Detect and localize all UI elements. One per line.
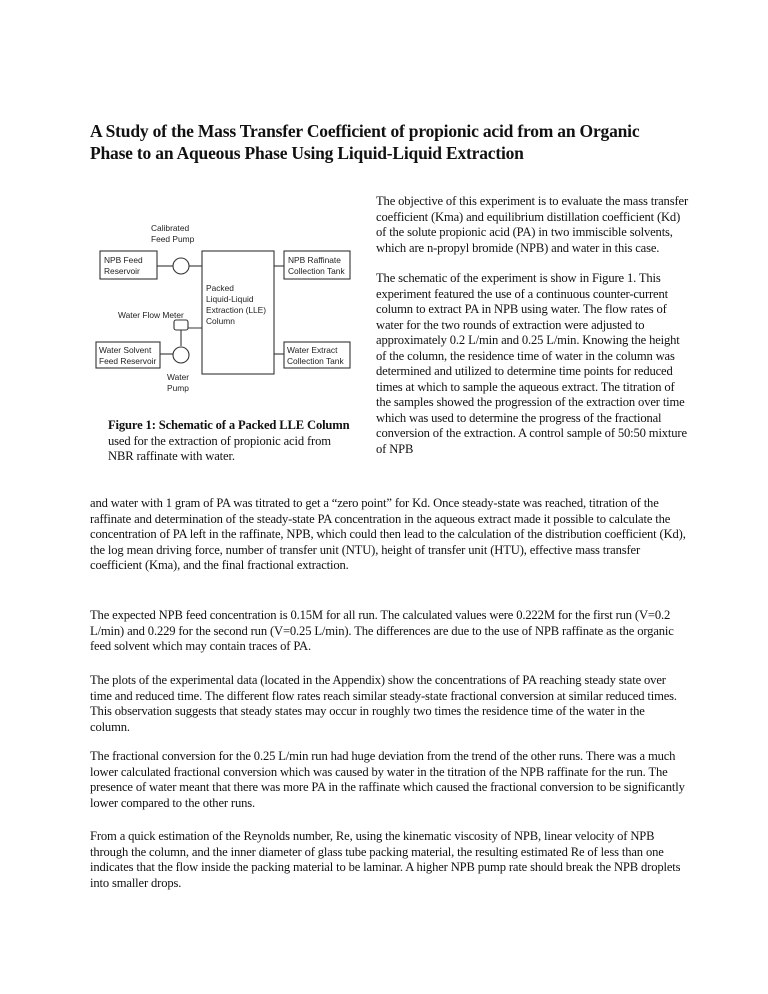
packed-column-label-2: Liquid-Liquid bbox=[206, 294, 254, 304]
calibrated-pump-label-2: Feed Pump bbox=[151, 234, 195, 244]
figure-caption-text: used for the extraction of propionic acid from NBR raffinate with water. bbox=[108, 433, 331, 463]
calibrated-pump-label-1: Calibrated bbox=[151, 223, 190, 233]
feed-concentration-paragraph: The expected NPB feed concentration is 0.15M for all run. The calculated values were 0.222M for the first run (V=0.2 L/min) and 0.229 for the second run (V=0.25 L/min). The differences are due to the use of NPB raffinate as the organic feed solvent which may contain traces of PA. bbox=[90, 608, 674, 653]
water-pump-icon bbox=[173, 347, 189, 363]
figure-caption-title: Figure 1: Schematic of a Packed LLE Column bbox=[108, 418, 350, 432]
plots-paragraph: The plots of the experimental data (located in the Appendix) show the concentrations of PA reaching steady state over time and reduced time. The different flow rates reach similar steady-state fractional conversion at similar reduced times. This observation suggests that steady states may occur in roughly two times the residence time of the water in the column. bbox=[90, 673, 677, 734]
schematic-paragraph: The schematic of the experiment is show in Figure 1. This experiment featured the use of a continuous counter-current column to extract PA in NPB using water. The flow rates of water for the two rounds of extraction were adjusted to approximately 0.2 L/min and 0.25 L/min. Knowing the height of the column, the residence time of water in the column was determined and utilized to determine time points for reduced times at which to sample the aqueous extract. The titration of the samples showed the progression of the extraction over time which was used to determine the progress of the fractional conversion of the extraction. A control sample of 50:50 mixture of NPB bbox=[376, 271, 687, 456]
npb-feed-label-1: NPB Feed bbox=[104, 255, 143, 265]
title-line-2: Phase to an Aqueous Phase Using Liquid-Liquid Extraction bbox=[90, 143, 524, 163]
reynolds-paragraph: From a quick estimation of the Reynolds number, Re, using the kinematic viscosity of NPB, linear velocity of NPB through the column, and the inner diameter of glass tube packing material, the resulting estimated Re of less than one indicates that the flow inside the packing material to be laminar. A higher NPB pump rate should break the NPB droplets into smaller drops. bbox=[90, 829, 681, 890]
water-flow-meter-icon bbox=[174, 320, 188, 330]
npb-feed-label-2: Reservoir bbox=[104, 266, 140, 276]
title-line-1: A Study of the Mass Transfer Coefficient of propionic acid from an Organic bbox=[90, 121, 640, 141]
figure-caption bbox=[108, 418, 358, 465]
packed-column-label-3: Extraction (LLE) bbox=[206, 305, 267, 315]
water-extract-label-1: Water Extract bbox=[287, 345, 338, 355]
water-solvent-label-2: Feed Reservoir bbox=[99, 356, 157, 366]
paper-title bbox=[90, 120, 690, 164]
schematic-diagram bbox=[94, 218, 356, 400]
npb-raffinate-label-2: Collection Tank bbox=[288, 266, 345, 276]
calibrated-feed-pump-icon bbox=[173, 258, 189, 274]
water-flow-meter-label: Water Flow Meter bbox=[118, 310, 184, 320]
objective-paragraph: The objective of this experiment is to evaluate the mass transfer coefficient (Kma) and equilibrium distillation coefficient (Kd) of the solute propionic acid (PA) in two immiscible solvents, which are n-propyl bromide (NPB) and water in this case. bbox=[376, 194, 688, 255]
water-pump-label-1: Water bbox=[167, 372, 190, 382]
water-solvent-label-1: Water Solvent bbox=[99, 345, 152, 355]
packed-column-label-1: Packed bbox=[206, 283, 234, 293]
water-pump-label-2: Pump bbox=[167, 383, 189, 393]
water-extract-label-2: Collection Tank bbox=[287, 356, 344, 366]
fractional-conversion-paragraph: The fractional conversion for the 0.25 L/min run had huge deviation from the trend of the other runs. There was a much lower calculated fractional conversion which was caused by water in the titration of the NPB raffinate for the run. The presence of water meant that there was more PA in the raffinate which caused the fractional conversion to be significantly lower compared to the other runs. bbox=[90, 749, 685, 810]
right-column bbox=[376, 194, 688, 457]
npb-raffinate-label-1: NPB Raffinate bbox=[288, 255, 341, 265]
packed-column-label-4: Column bbox=[206, 316, 235, 326]
schematic-paragraph-continued: and water with 1 gram of PA was titrated to get a “zero point” for Kd. Once steady-state was reached, titration of the raffinate and determination of the steady-state PA concentration in the aqueous extract made it possible to calculate the concentration of PA left in the raffinate, NPB, which could then lead to the calculation of the distribution coefficient (Kd), the log mean driving force, number of transfer unit (NTU), height of transfer unit (HTU), effective mass transfer coefficient (Kma), and the final fractional extraction. bbox=[90, 496, 686, 572]
